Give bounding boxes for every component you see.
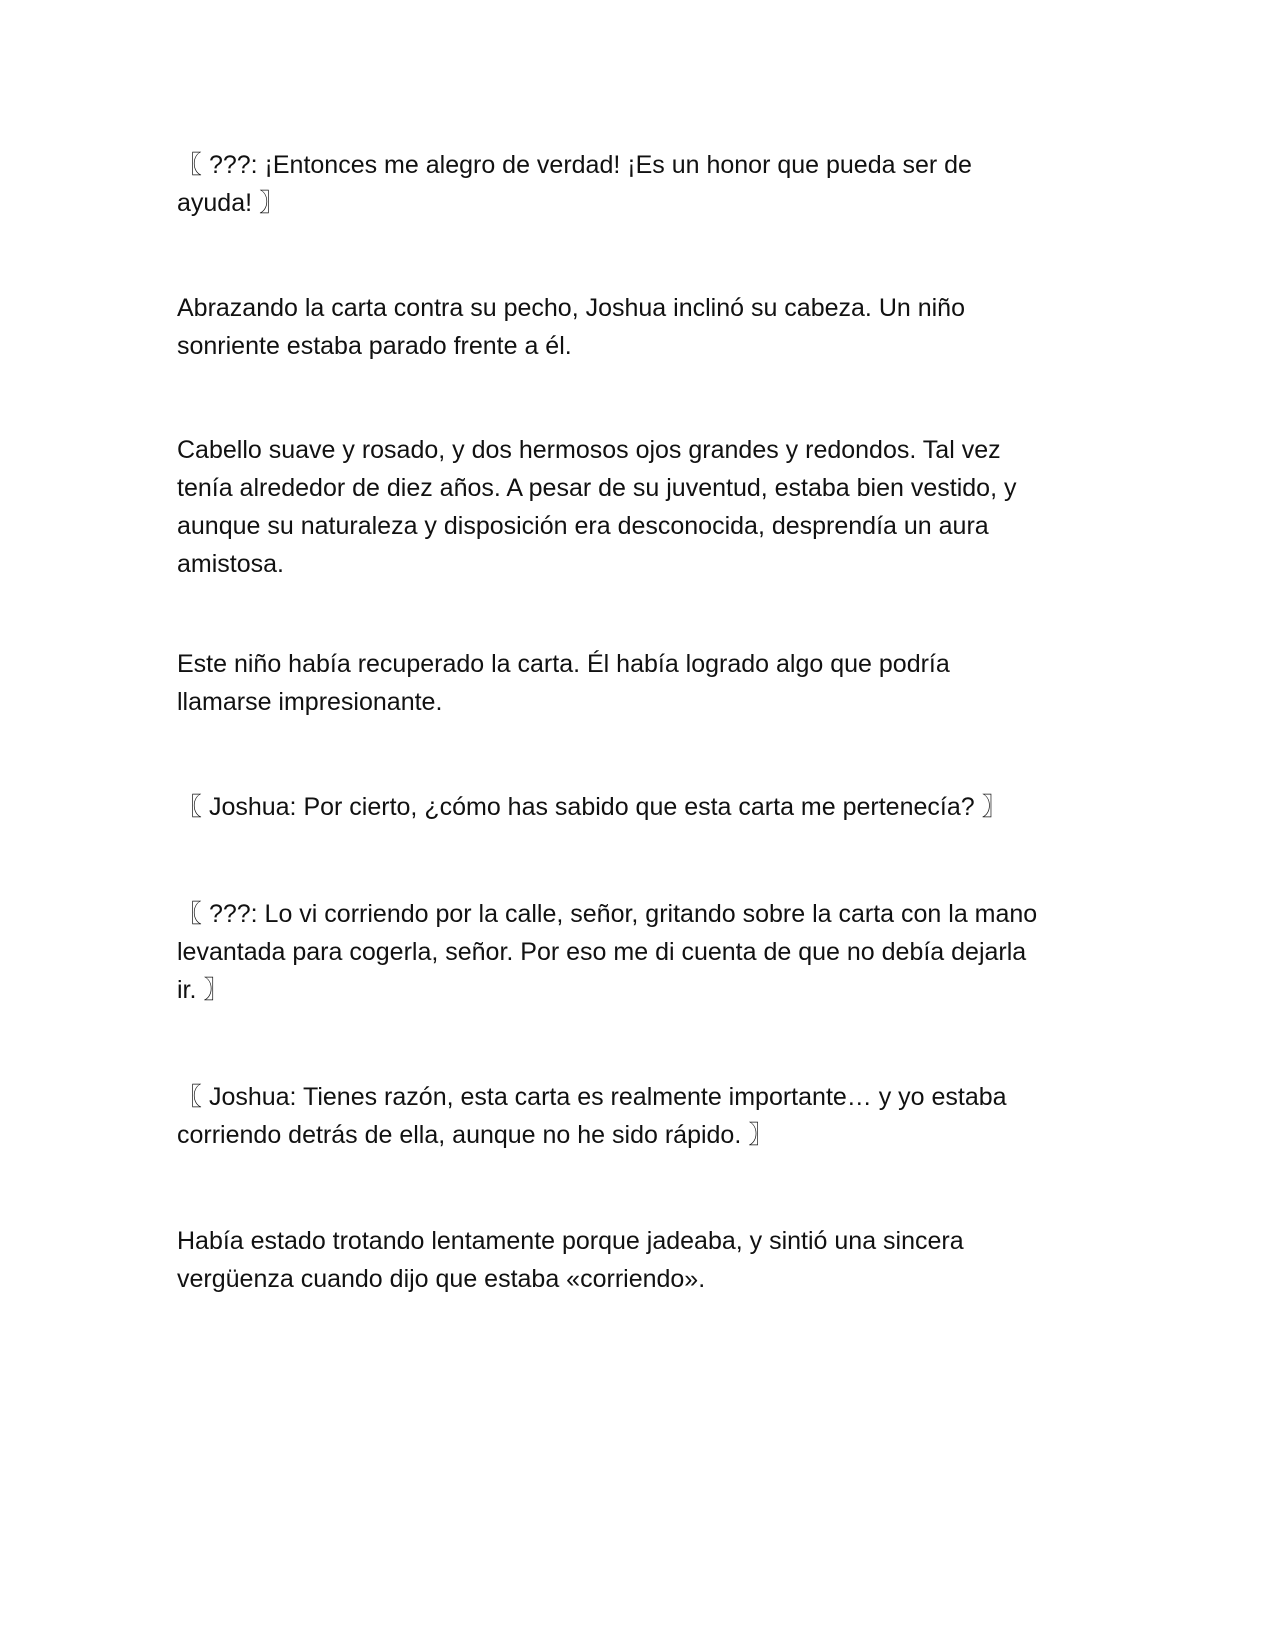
paragraph-line: vergüenza cuando dijo que estaba «corriendo». — [177, 1265, 706, 1293]
paragraph-line: 〖 Joshua: Tienes razón, esta carta es realmente importante… y yo estaba — [177, 1083, 1007, 1111]
paragraph-line: corriendo detrás de ella, aunque no he sido rápido. 〗 — [177, 1121, 774, 1149]
paragraph-line: Había estado trotando lentamente porque jadeaba, y sintió una sincera — [177, 1227, 964, 1255]
paragraph-line: Abrazando la carta contra su pecho, Joshua inclinó su cabeza. Un niño — [177, 294, 965, 322]
paragraph-line: 〖 Joshua: Por cierto, ¿cómo has sabido que esta carta me pertenecía? 〗 — [177, 793, 1007, 821]
paragraph-line: ayuda! 〗 — [177, 189, 285, 217]
paragraph-line: sonriente estaba parado frente a él. — [177, 332, 572, 360]
paragraph-line: levantada para cogerla, señor. Por eso me di cuenta de que no debía dejarla — [177, 938, 1027, 966]
paragraph-3 — [177, 431, 1107, 583]
paragraph-line: Este niño había recuperado la carta. Él había logrado algo que podría — [177, 650, 950, 678]
paragraph-2 — [177, 289, 1107, 365]
paragraph-6 — [177, 895, 1107, 1009]
paragraph-line: Cabello suave y rosado, y dos hermosos ojos grandes y redondos. Tal vez — [177, 436, 1001, 464]
paragraph-line: amistosa. — [177, 550, 284, 578]
paragraph-1 — [177, 146, 1107, 222]
paragraph-7 — [177, 1078, 1107, 1154]
paragraph-line: 〖 ???: ¡Entonces me alegro de verdad! ¡Es un honor que pueda ser de — [177, 151, 972, 179]
paragraph-4 — [177, 645, 1107, 721]
paragraph-line: aunque su naturaleza y disposición era desconocida, desprendía un aura — [177, 512, 989, 540]
paragraph-line: 〖 ???: Lo vi corriendo por la calle, señor, gritando sobre la carta con la mano — [177, 900, 1038, 928]
paragraph-line: llamarse impresionante. — [177, 688, 443, 716]
paragraph-line: ir. 〗 — [177, 976, 229, 1004]
paragraph-line: tenía alrededor de diez años. A pesar de su juventud, estaba bien vestido, y — [177, 474, 1017, 502]
paragraph-8 — [177, 1222, 1107, 1298]
paragraph-5 — [177, 788, 1107, 826]
